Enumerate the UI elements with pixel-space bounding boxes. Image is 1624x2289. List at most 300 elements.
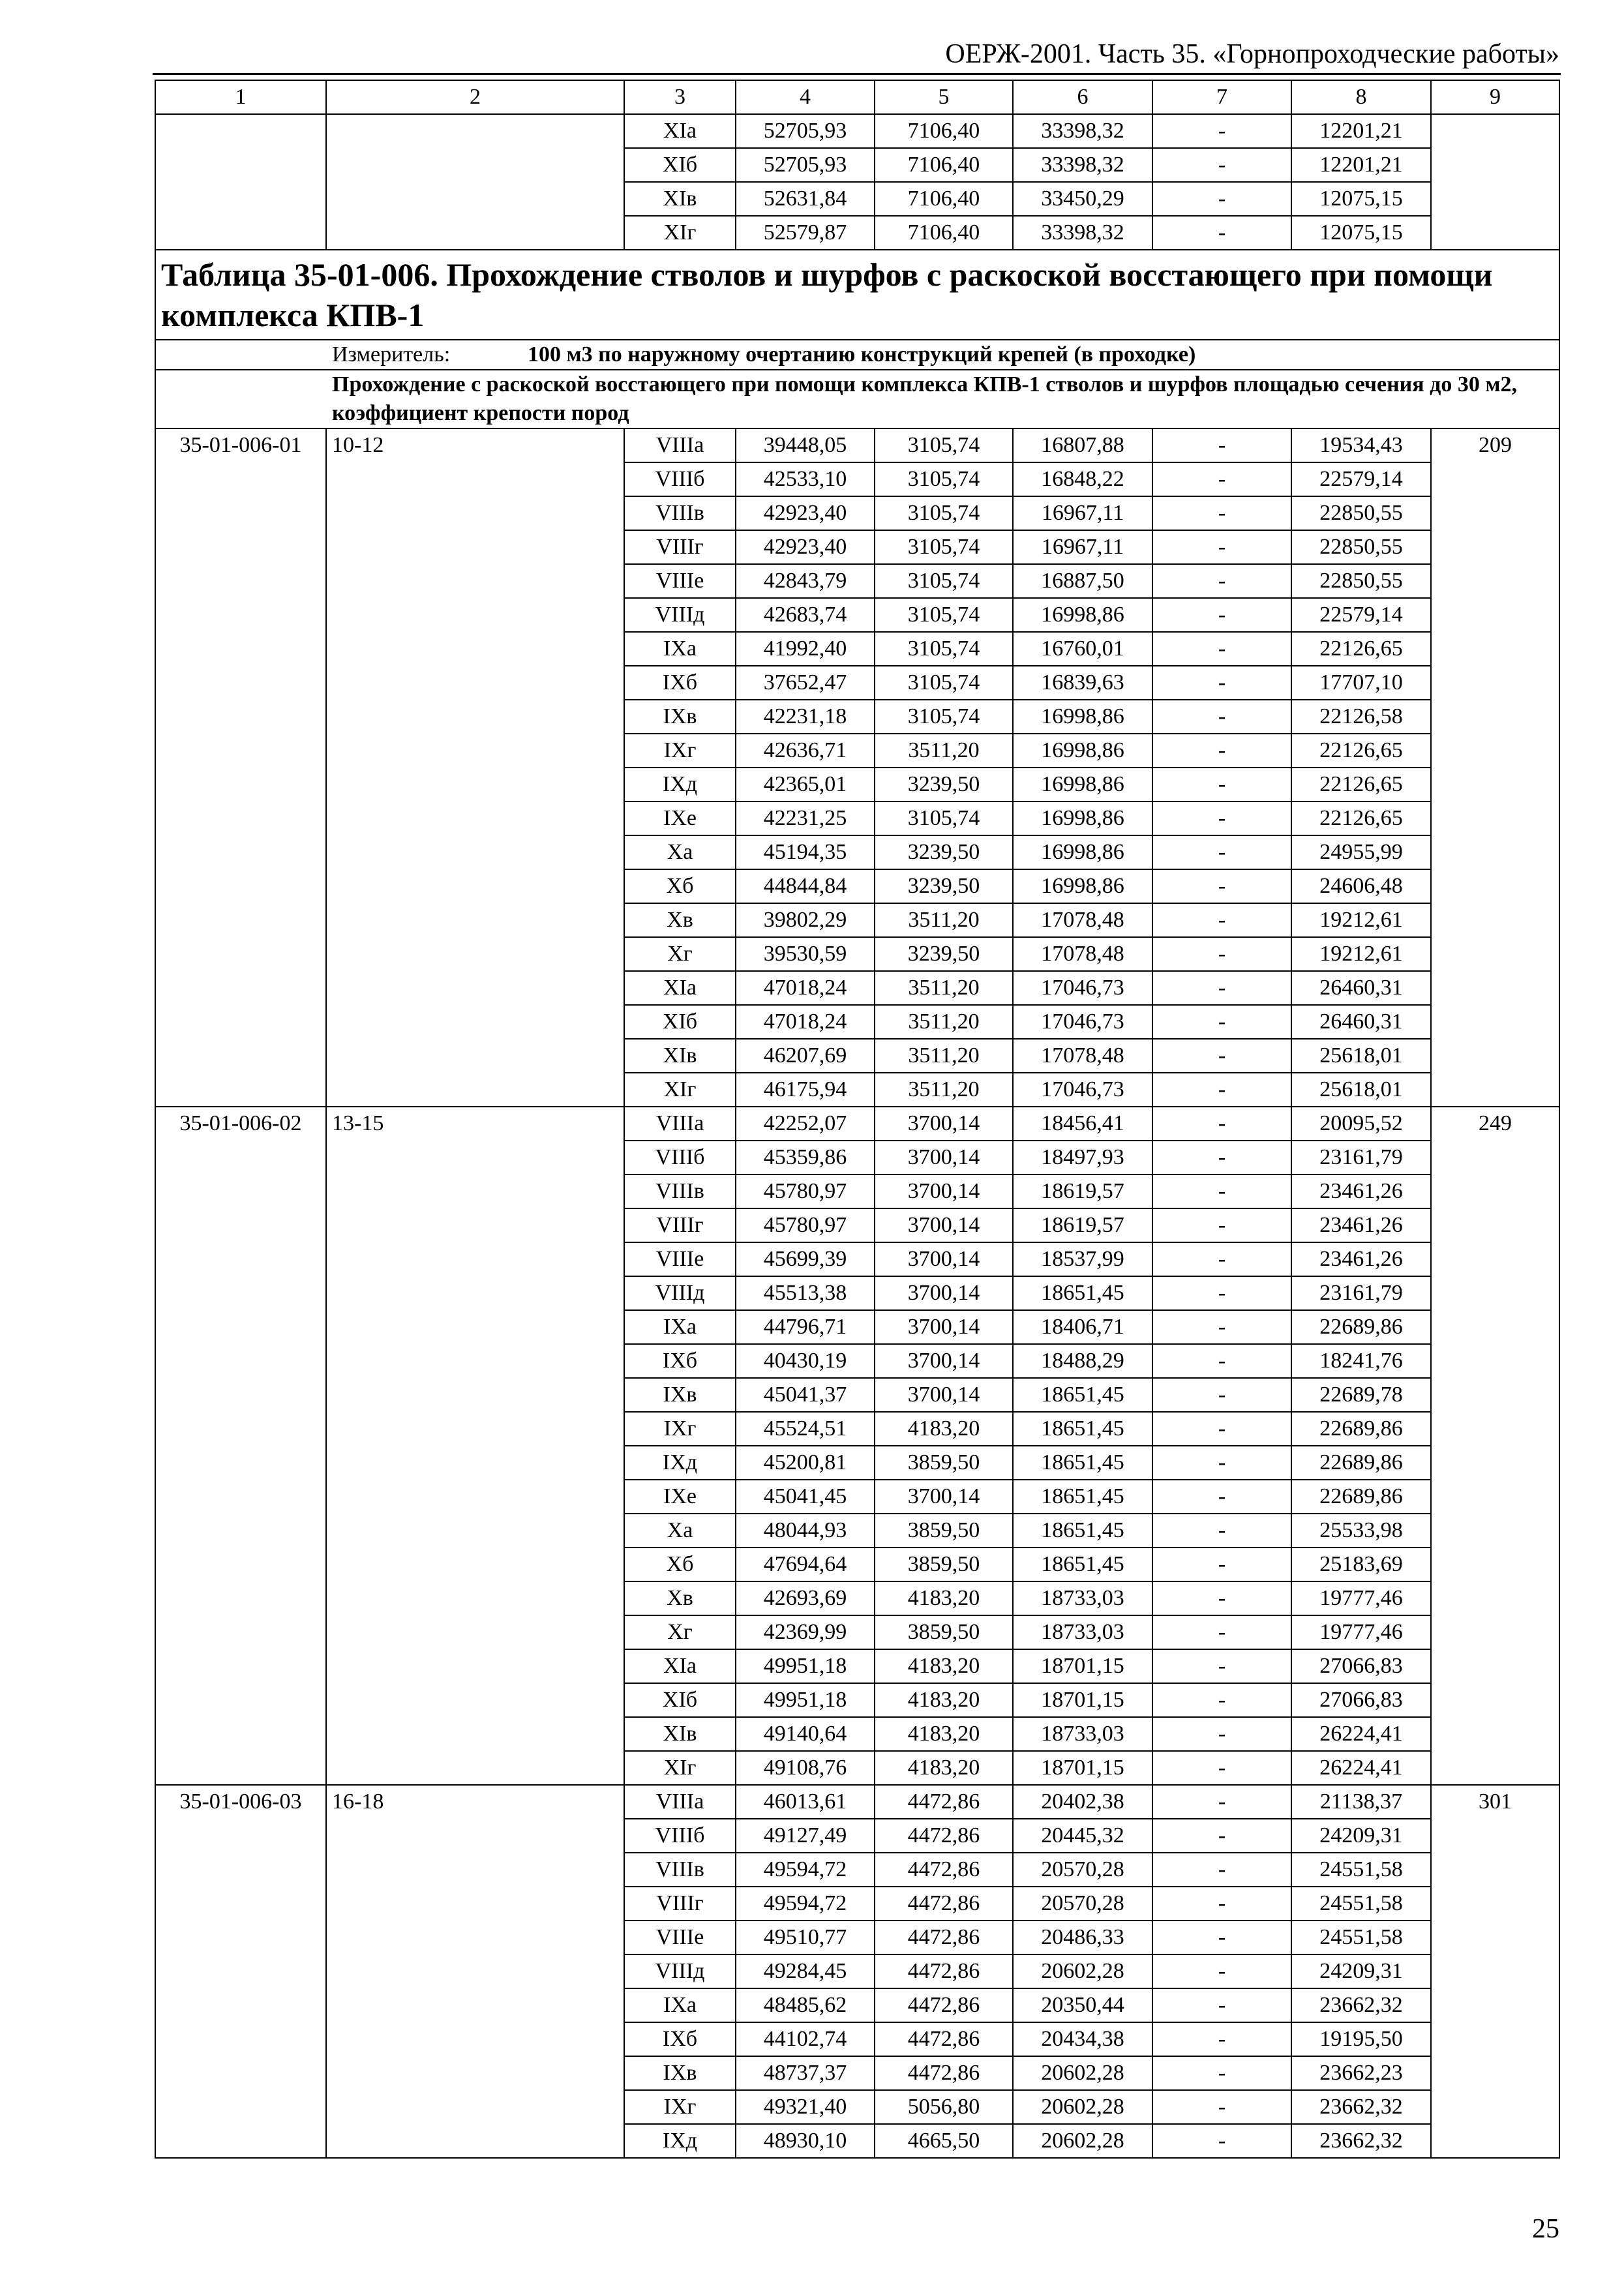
total-cost-cell: 47694,64 bbox=[736, 1548, 875, 1581]
drivers-wages-cell: - bbox=[1152, 148, 1291, 182]
drivers-wages-cell: - bbox=[1152, 1174, 1291, 1208]
materials-cell: 19534,43 bbox=[1291, 428, 1431, 462]
materials-cell: 22126,65 bbox=[1291, 768, 1431, 801]
drivers-wages-cell: - bbox=[1152, 1887, 1291, 1921]
total-cost-cell: 45359,86 bbox=[736, 1141, 875, 1174]
meter-value: 100 м3 по наружному очертанию конструкций крепей (в проходке) bbox=[528, 342, 1196, 367]
drivers-wages-cell: - bbox=[1152, 937, 1291, 971]
wages-cell: 3105,74 bbox=[875, 700, 1013, 734]
row-class-cell: Xв bbox=[624, 1581, 736, 1615]
materials-cell: 24551,58 bbox=[1291, 1921, 1431, 1954]
total-cost-cell: 49127,49 bbox=[736, 1819, 875, 1853]
row-class-cell: IXе bbox=[624, 801, 736, 835]
wages-cell: 3511,20 bbox=[875, 1039, 1013, 1073]
materials-cell: 23662,32 bbox=[1291, 2124, 1431, 2158]
machines-cell: 18619,57 bbox=[1013, 1174, 1152, 1208]
total-cost-cell: 44102,74 bbox=[736, 2022, 875, 2056]
materials-cell: 24551,58 bbox=[1291, 1887, 1431, 1921]
total-cost-cell: 46207,69 bbox=[736, 1039, 875, 1073]
machines-cell: 20445,32 bbox=[1013, 1819, 1152, 1853]
row-class-cell: IXв bbox=[624, 1378, 736, 1412]
wages-cell: 3511,20 bbox=[875, 903, 1013, 937]
total-cost-cell: 49321,40 bbox=[736, 2090, 875, 2124]
total-cost-cell: 49284,45 bbox=[736, 1954, 875, 1988]
column-numbers-row bbox=[155, 80, 1559, 114]
drivers-wages-cell: - bbox=[1152, 1581, 1291, 1615]
hardness-range-cell: 10-12 bbox=[326, 428, 624, 1107]
machines-cell: 18651,45 bbox=[1013, 1276, 1152, 1310]
machines-cell: 20602,28 bbox=[1013, 2090, 1152, 2124]
machines-cell: 17078,48 bbox=[1013, 1039, 1152, 1073]
machines-cell: 33398,32 bbox=[1013, 148, 1152, 182]
total-cost-cell: 52705,93 bbox=[736, 148, 875, 182]
row-class-cell: IXв bbox=[624, 700, 736, 734]
table-title-row bbox=[155, 250, 1559, 340]
wages-cell: 3700,14 bbox=[875, 1174, 1013, 1208]
total-cost-cell: 45699,39 bbox=[736, 1242, 875, 1276]
rate-code-cell: 35-01-006-01 bbox=[155, 428, 326, 1107]
wages-cell: 4472,86 bbox=[875, 1988, 1013, 2022]
column-number-cell: 6 bbox=[1013, 80, 1152, 114]
column-number-cell: 5 bbox=[875, 80, 1013, 114]
machines-cell: 33450,29 bbox=[1013, 182, 1152, 216]
row-class-cell: VIIIд bbox=[624, 1954, 736, 1988]
machines-cell: 18701,15 bbox=[1013, 1751, 1152, 1785]
materials-cell: 22689,86 bbox=[1291, 1412, 1431, 1446]
wages-cell: 3239,50 bbox=[875, 835, 1013, 869]
table-row bbox=[155, 1107, 1559, 1141]
total-cost-cell: 49951,18 bbox=[736, 1649, 875, 1683]
drivers-wages-cell: - bbox=[1152, 428, 1291, 462]
wages-cell: 3511,20 bbox=[875, 1005, 1013, 1039]
row-class-cell: IXа bbox=[624, 1988, 736, 2022]
row-class-cell: XIв bbox=[624, 1717, 736, 1751]
materials-cell: 12201,21 bbox=[1291, 114, 1431, 148]
wages-cell: 3700,14 bbox=[875, 1208, 1013, 1242]
drivers-wages-cell: - bbox=[1152, 632, 1291, 666]
machines-cell: 16998,86 bbox=[1013, 869, 1152, 903]
materials-cell: 19212,61 bbox=[1291, 903, 1431, 937]
machines-cell: 20402,38 bbox=[1013, 1785, 1152, 1819]
drivers-wages-cell: - bbox=[1152, 462, 1291, 496]
row-class-cell: Xг bbox=[624, 1615, 736, 1649]
drivers-wages-cell: - bbox=[1152, 1819, 1291, 1853]
row-class-cell: Xг bbox=[624, 937, 736, 971]
row-class-cell: VIIIб bbox=[624, 1819, 736, 1853]
total-cost-cell: 49594,72 bbox=[736, 1853, 875, 1887]
empty-range-cell bbox=[326, 114, 624, 250]
column-number-cell: 2 bbox=[326, 80, 624, 114]
materials-cell: 25533,98 bbox=[1291, 1514, 1431, 1548]
machines-cell: 20570,28 bbox=[1013, 1853, 1152, 1887]
wages-cell: 3511,20 bbox=[875, 1073, 1013, 1107]
materials-cell: 19195,50 bbox=[1291, 2022, 1431, 2056]
machines-cell: 18733,03 bbox=[1013, 1717, 1152, 1751]
wages-cell: 3859,50 bbox=[875, 1446, 1013, 1480]
total-cost-cell: 42843,79 bbox=[736, 564, 875, 598]
row-class-cell: XIв bbox=[624, 1039, 736, 1073]
drivers-wages-cell: - bbox=[1152, 1548, 1291, 1581]
wages-cell: 3859,50 bbox=[875, 1514, 1013, 1548]
column-number-cell: 1 bbox=[155, 80, 326, 114]
wages-cell: 4183,20 bbox=[875, 1717, 1013, 1751]
machines-cell: 17078,48 bbox=[1013, 937, 1152, 971]
machines-cell: 16967,11 bbox=[1013, 530, 1152, 564]
table-row bbox=[155, 1785, 1559, 1819]
materials-cell: 27066,83 bbox=[1291, 1683, 1431, 1717]
drivers-wages-cell: - bbox=[1152, 1853, 1291, 1887]
materials-cell: 24606,48 bbox=[1291, 869, 1431, 903]
hardness-range-cell: 16-18 bbox=[326, 1785, 624, 2158]
total-cost-cell: 42683,74 bbox=[736, 598, 875, 632]
machines-cell: 18733,03 bbox=[1013, 1615, 1152, 1649]
materials-cell: 26224,41 bbox=[1291, 1751, 1431, 1785]
row-class-cell: VIIIв bbox=[624, 1174, 736, 1208]
total-cost-cell: 40430,19 bbox=[736, 1344, 875, 1378]
wages-cell: 3700,14 bbox=[875, 1276, 1013, 1310]
row-class-cell: IXг bbox=[624, 1412, 736, 1446]
drivers-wages-cell: - bbox=[1152, 1039, 1291, 1073]
column-number-cell: 9 bbox=[1431, 80, 1559, 114]
drivers-wages-cell: - bbox=[1152, 1649, 1291, 1683]
total-cost-cell: 52631,84 bbox=[736, 182, 875, 216]
total-cost-cell: 44844,84 bbox=[736, 869, 875, 903]
row-class-cell: IXв bbox=[624, 2056, 736, 2090]
machines-cell: 20570,28 bbox=[1013, 1887, 1152, 1921]
machines-cell: 17046,73 bbox=[1013, 1073, 1152, 1107]
drivers-wages-cell: - bbox=[1152, 1954, 1291, 1988]
drivers-wages-cell: - bbox=[1152, 1242, 1291, 1276]
wages-cell: 4472,86 bbox=[875, 1785, 1013, 1819]
wages-cell: 4183,20 bbox=[875, 1751, 1013, 1785]
materials-cell: 17707,10 bbox=[1291, 666, 1431, 700]
total-cost-cell: 48044,93 bbox=[736, 1514, 875, 1548]
total-cost-cell: 46175,94 bbox=[736, 1073, 875, 1107]
rate-code-cell: 35-01-006-02 bbox=[155, 1107, 326, 1785]
drivers-wages-cell: - bbox=[1152, 2056, 1291, 2090]
total-cost-cell: 45200,81 bbox=[736, 1446, 875, 1480]
materials-cell: 25618,01 bbox=[1291, 1039, 1431, 1073]
rates-table bbox=[155, 80, 1560, 2159]
wages-cell: 3700,14 bbox=[875, 1378, 1013, 1412]
row-class-cell: VIIIа bbox=[624, 1785, 736, 1819]
total-cost-cell: 45041,45 bbox=[736, 1480, 875, 1514]
drivers-wages-cell: - bbox=[1152, 598, 1291, 632]
wages-cell: 3859,50 bbox=[875, 1548, 1013, 1581]
machines-cell: 16807,88 bbox=[1013, 428, 1152, 462]
total-cost-cell: 49108,76 bbox=[736, 1751, 875, 1785]
row-class-cell: XIб bbox=[624, 1005, 736, 1039]
empty-price-cell bbox=[1431, 114, 1559, 250]
row-class-cell: VIIIе bbox=[624, 1921, 736, 1954]
row-class-cell: VIIIд bbox=[624, 598, 736, 632]
drivers-wages-cell: - bbox=[1152, 1107, 1291, 1141]
drivers-wages-cell: - bbox=[1152, 530, 1291, 564]
wages-cell: 3700,14 bbox=[875, 1480, 1013, 1514]
meter-row bbox=[155, 340, 1559, 370]
wages-cell: 3700,14 bbox=[875, 1344, 1013, 1378]
drivers-wages-cell: - bbox=[1152, 114, 1291, 148]
wages-cell: 7106,40 bbox=[875, 216, 1013, 250]
row-class-cell: IXб bbox=[624, 2022, 736, 2056]
materials-cell: 24209,31 bbox=[1291, 1954, 1431, 1988]
rate-code-cell: 35-01-006-03 bbox=[155, 1785, 326, 2158]
total-cost-cell: 37652,47 bbox=[736, 666, 875, 700]
materials-cell: 22850,55 bbox=[1291, 564, 1431, 598]
drivers-wages-cell: - bbox=[1152, 496, 1291, 530]
materials-cell: 23461,26 bbox=[1291, 1242, 1431, 1276]
materials-cell: 25183,69 bbox=[1291, 1548, 1431, 1581]
materials-cell: 22689,78 bbox=[1291, 1378, 1431, 1412]
row-class-cell: Xб bbox=[624, 869, 736, 903]
drivers-wages-cell: - bbox=[1152, 2022, 1291, 2056]
machines-cell: 16998,86 bbox=[1013, 835, 1152, 869]
machines-cell: 16998,86 bbox=[1013, 734, 1152, 768]
wages-cell: 4183,20 bbox=[875, 1412, 1013, 1446]
wages-cell: 3105,74 bbox=[875, 462, 1013, 496]
section-subtitle: Прохождение с раскоской восстающего при помощи комплекса КПВ-1 стволов и шурфов площадью сечения до 30 м2, коэффициент крепости пород bbox=[155, 370, 1559, 428]
total-cost-cell: 52705,93 bbox=[736, 114, 875, 148]
machines-cell: 18488,29 bbox=[1013, 1344, 1152, 1378]
table-row bbox=[155, 428, 1559, 462]
total-cost-cell: 42533,10 bbox=[736, 462, 875, 496]
materials-cell: 24551,58 bbox=[1291, 1853, 1431, 1887]
total-cost-cell: 42365,01 bbox=[736, 768, 875, 801]
machines-cell: 16887,50 bbox=[1013, 564, 1152, 598]
row-class-cell: XIг bbox=[624, 1073, 736, 1107]
machines-cell: 16998,86 bbox=[1013, 700, 1152, 734]
total-cost-cell: 46013,61 bbox=[736, 1785, 875, 1819]
row-class-cell: Xа bbox=[624, 1514, 736, 1548]
drivers-wages-cell: - bbox=[1152, 564, 1291, 598]
materials-cell: 22579,14 bbox=[1291, 462, 1431, 496]
materials-cell: 12201,21 bbox=[1291, 148, 1431, 182]
drivers-wages-cell: - bbox=[1152, 1717, 1291, 1751]
row-class-cell: Xа bbox=[624, 835, 736, 869]
materials-cell: 21138,37 bbox=[1291, 1785, 1431, 1819]
machines-cell: 20602,28 bbox=[1013, 2056, 1152, 2090]
materials-cell: 23662,23 bbox=[1291, 2056, 1431, 2090]
drivers-wages-cell: - bbox=[1152, 1921, 1291, 1954]
total-cost-cell: 42693,69 bbox=[736, 1581, 875, 1615]
row-class-cell: VIIIв bbox=[624, 1853, 736, 1887]
wages-cell: 4183,20 bbox=[875, 1649, 1013, 1683]
row-class-cell: VIIIб bbox=[624, 462, 736, 496]
row-class-cell: VIIIа bbox=[624, 1107, 736, 1141]
row-class-cell: IXг bbox=[624, 734, 736, 768]
wages-cell: 4472,86 bbox=[875, 1921, 1013, 1954]
drivers-wages-cell: - bbox=[1152, 1276, 1291, 1310]
materials-cell: 27066,83 bbox=[1291, 1649, 1431, 1683]
machines-cell: 20350,44 bbox=[1013, 1988, 1152, 2022]
machines-cell: 18406,71 bbox=[1013, 1310, 1152, 1344]
column-number-cell: 7 bbox=[1152, 80, 1291, 114]
column-number-cell: 4 bbox=[736, 80, 875, 114]
materials-cell: 26460,31 bbox=[1291, 971, 1431, 1005]
drivers-wages-cell: - bbox=[1152, 1310, 1291, 1344]
machines-cell: 16839,63 bbox=[1013, 666, 1152, 700]
total-cost-cell: 42636,71 bbox=[736, 734, 875, 768]
drivers-wages-cell: - bbox=[1152, 1005, 1291, 1039]
drivers-wages-cell: - bbox=[1152, 2090, 1291, 2124]
machines-cell: 17046,73 bbox=[1013, 1005, 1152, 1039]
machines-cell: 20602,28 bbox=[1013, 1954, 1152, 1988]
row-class-cell: IXд bbox=[624, 768, 736, 801]
row-class-cell: XIа bbox=[624, 1649, 736, 1683]
materials-cell: 19777,46 bbox=[1291, 1581, 1431, 1615]
row-class-cell: IXд bbox=[624, 2124, 736, 2158]
row-class-cell: VIIIг bbox=[624, 1208, 736, 1242]
total-cost-cell: 45513,38 bbox=[736, 1276, 875, 1310]
drivers-wages-cell: - bbox=[1152, 801, 1291, 835]
machines-cell: 18701,15 bbox=[1013, 1683, 1152, 1717]
machines-cell: 33398,32 bbox=[1013, 216, 1152, 250]
drivers-wages-cell: - bbox=[1152, 1683, 1291, 1717]
machines-cell: 33398,32 bbox=[1013, 114, 1152, 148]
materials-cell: 23662,32 bbox=[1291, 2090, 1431, 2124]
wages-cell: 3105,74 bbox=[875, 530, 1013, 564]
table-title: Таблица 35-01-006. Прохождение стволов и шурфов с раскоской восстающего при помощи комплекса КПВ-1 bbox=[155, 250, 1559, 340]
machines-cell: 20486,33 bbox=[1013, 1921, 1152, 1954]
row-class-cell: XIб bbox=[624, 1683, 736, 1717]
row-class-cell: IXг bbox=[624, 2090, 736, 2124]
total-cost-cell: 52579,87 bbox=[736, 216, 875, 250]
row-class-cell: Xб bbox=[624, 1548, 736, 1581]
materials-cell: 12075,15 bbox=[1291, 216, 1431, 250]
wages-cell: 3700,14 bbox=[875, 1107, 1013, 1141]
total-cost-cell: 49951,18 bbox=[736, 1683, 875, 1717]
drivers-wages-cell: - bbox=[1152, 1073, 1291, 1107]
machines-cell: 18701,15 bbox=[1013, 1649, 1152, 1683]
wages-cell: 3700,14 bbox=[875, 1141, 1013, 1174]
machines-cell: 20434,38 bbox=[1013, 2022, 1152, 2056]
row-class-cell: XIв bbox=[624, 182, 736, 216]
machines-cell: 16760,01 bbox=[1013, 632, 1152, 666]
wages-cell: 3239,50 bbox=[875, 869, 1013, 903]
total-cost-cell: 42231,25 bbox=[736, 801, 875, 835]
header-rule bbox=[153, 73, 1561, 75]
drivers-wages-cell: - bbox=[1152, 1480, 1291, 1514]
wages-cell: 4472,86 bbox=[875, 1954, 1013, 1988]
drivers-wages-cell: - bbox=[1152, 1344, 1291, 1378]
wages-cell: 3105,74 bbox=[875, 564, 1013, 598]
total-cost-cell: 42252,07 bbox=[736, 1107, 875, 1141]
wages-cell: 3105,74 bbox=[875, 598, 1013, 632]
drivers-wages-cell: - bbox=[1152, 1446, 1291, 1480]
total-cost-cell: 45041,37 bbox=[736, 1378, 875, 1412]
machines-cell: 18651,45 bbox=[1013, 1514, 1152, 1548]
materials-cell: 22689,86 bbox=[1291, 1310, 1431, 1344]
wages-cell: 3239,50 bbox=[875, 937, 1013, 971]
total-cost-cell: 45780,97 bbox=[736, 1174, 875, 1208]
wages-cell: 3700,14 bbox=[875, 1242, 1013, 1276]
row-class-cell: XIб bbox=[624, 148, 736, 182]
row-class-cell: IXб bbox=[624, 666, 736, 700]
materials-cell: 22850,55 bbox=[1291, 530, 1431, 564]
page-number: 25 bbox=[1532, 2214, 1559, 2244]
materials-cell: 18241,76 bbox=[1291, 1344, 1431, 1378]
machines-cell: 16998,86 bbox=[1013, 801, 1152, 835]
row-class-cell: VIIIе bbox=[624, 1242, 736, 1276]
row-class-cell: VIIIе bbox=[624, 564, 736, 598]
wages-cell: 3859,50 bbox=[875, 1615, 1013, 1649]
wages-cell: 4472,86 bbox=[875, 2056, 1013, 2090]
materials-cell: 23461,26 bbox=[1291, 1174, 1431, 1208]
wages-cell: 4665,50 bbox=[875, 2124, 1013, 2158]
labor-cost-cell: 209 bbox=[1431, 428, 1559, 1107]
drivers-wages-cell: - bbox=[1152, 700, 1291, 734]
total-cost-cell: 49510,77 bbox=[736, 1921, 875, 1954]
wages-cell: 4472,86 bbox=[875, 1819, 1013, 1853]
materials-cell: 23161,79 bbox=[1291, 1276, 1431, 1310]
materials-cell: 24209,31 bbox=[1291, 1819, 1431, 1853]
drivers-wages-cell: - bbox=[1152, 768, 1291, 801]
wages-cell: 3105,74 bbox=[875, 666, 1013, 700]
total-cost-cell: 45524,51 bbox=[736, 1412, 875, 1446]
column-number-cell: 8 bbox=[1291, 80, 1431, 114]
drivers-wages-cell: - bbox=[1152, 903, 1291, 937]
machines-cell: 18619,57 bbox=[1013, 1208, 1152, 1242]
total-cost-cell: 47018,24 bbox=[736, 971, 875, 1005]
materials-cell: 12075,15 bbox=[1291, 182, 1431, 216]
drivers-wages-cell: - bbox=[1152, 1141, 1291, 1174]
materials-cell: 22689,86 bbox=[1291, 1446, 1431, 1480]
materials-cell: 22689,86 bbox=[1291, 1480, 1431, 1514]
drivers-wages-cell: - bbox=[1152, 1514, 1291, 1548]
row-class-cell: XIа bbox=[624, 114, 736, 148]
wages-cell: 3105,74 bbox=[875, 632, 1013, 666]
total-cost-cell: 48737,37 bbox=[736, 2056, 875, 2090]
wages-cell: 4183,20 bbox=[875, 1581, 1013, 1615]
materials-cell: 19777,46 bbox=[1291, 1615, 1431, 1649]
drivers-wages-cell: - bbox=[1152, 734, 1291, 768]
drivers-wages-cell: - bbox=[1152, 971, 1291, 1005]
machines-cell: 17078,48 bbox=[1013, 903, 1152, 937]
wages-cell: 4472,86 bbox=[875, 1853, 1013, 1887]
machines-cell: 18537,99 bbox=[1013, 1242, 1152, 1276]
wages-cell: 3105,74 bbox=[875, 428, 1013, 462]
row-class-cell: VIIIв bbox=[624, 496, 736, 530]
total-cost-cell: 42231,18 bbox=[736, 700, 875, 734]
materials-cell: 19212,61 bbox=[1291, 937, 1431, 971]
total-cost-cell: 39448,05 bbox=[736, 428, 875, 462]
wages-cell: 4183,20 bbox=[875, 1683, 1013, 1717]
wages-cell: 4472,86 bbox=[875, 1887, 1013, 1921]
drivers-wages-cell: - bbox=[1152, 869, 1291, 903]
total-cost-cell: 49140,64 bbox=[736, 1717, 875, 1751]
total-cost-cell: 39530,59 bbox=[736, 937, 875, 971]
wages-cell: 3105,74 bbox=[875, 496, 1013, 530]
drivers-wages-cell: - bbox=[1152, 1208, 1291, 1242]
wages-cell: 3700,14 bbox=[875, 1310, 1013, 1344]
drivers-wages-cell: - bbox=[1152, 1988, 1291, 2022]
materials-cell: 26460,31 bbox=[1291, 1005, 1431, 1039]
wages-cell: 7106,40 bbox=[875, 114, 1013, 148]
subtitle-row bbox=[155, 370, 1559, 428]
total-cost-cell: 39802,29 bbox=[736, 903, 875, 937]
drivers-wages-cell: - bbox=[1152, 2124, 1291, 2158]
hardness-range-cell: 13-15 bbox=[326, 1107, 624, 1785]
machines-cell: 18456,41 bbox=[1013, 1107, 1152, 1141]
materials-cell: 25618,01 bbox=[1291, 1073, 1431, 1107]
row-class-cell: VIIIг bbox=[624, 530, 736, 564]
total-cost-cell: 49594,72 bbox=[736, 1887, 875, 1921]
drivers-wages-cell: - bbox=[1152, 1615, 1291, 1649]
column-number-cell: 3 bbox=[624, 80, 736, 114]
materials-cell: 23662,32 bbox=[1291, 1988, 1431, 2022]
drivers-wages-cell: - bbox=[1152, 835, 1291, 869]
drivers-wages-cell: - bbox=[1152, 1412, 1291, 1446]
